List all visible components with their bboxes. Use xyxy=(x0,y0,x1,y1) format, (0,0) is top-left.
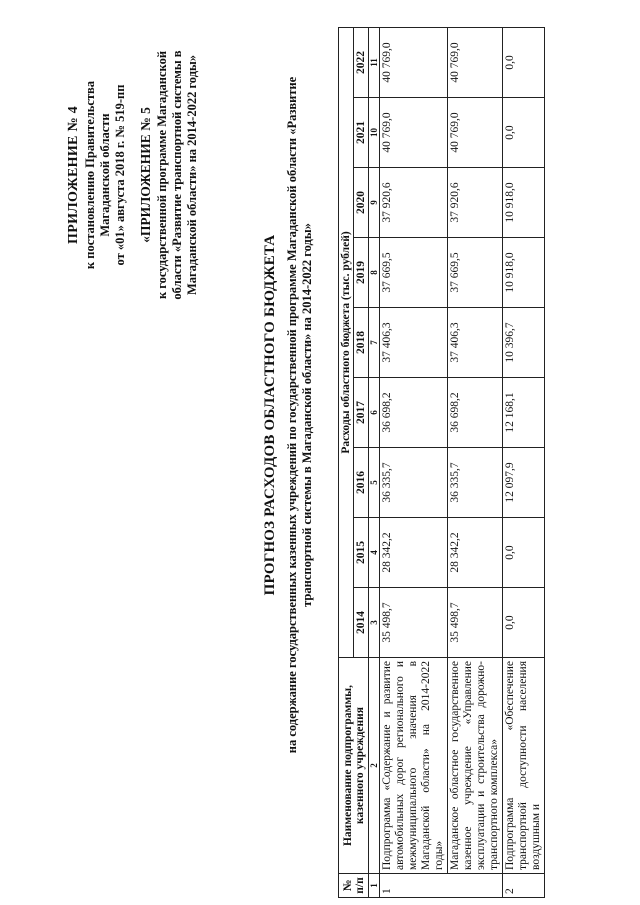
budget-table xyxy=(338,27,545,898)
row-value: 0,0 xyxy=(503,98,545,168)
row-num: 2 xyxy=(503,874,545,898)
row-value: 36 335,7 xyxy=(448,448,503,518)
table-row xyxy=(503,27,545,897)
row-value: 0,0 xyxy=(503,27,545,97)
column-index: 3 xyxy=(369,588,380,658)
row-value: 10 396,7 xyxy=(503,308,545,378)
table-row xyxy=(448,27,503,897)
header-row xyxy=(339,27,354,897)
row-value: 37 920,6 xyxy=(380,168,448,238)
row-name: Подпрограмма «Содержание и развитие автомобильных дорог регионального и межмуниципального значения в Магаданской области» на 2014-2022 годы» xyxy=(380,658,448,874)
title-sub-line: транспортной системы в Магаданской области» на 2014-2022 годы» xyxy=(300,223,314,607)
column-index: 10 xyxy=(369,98,380,168)
row-value: 37 406,3 xyxy=(448,308,503,378)
annex-4-block xyxy=(66,5,128,345)
row-value: 40 769,0 xyxy=(448,98,503,168)
annex-5-line: Магаданской области» на 2014-2022 годы» xyxy=(185,54,199,296)
column-index: 2 xyxy=(369,658,380,874)
row-value: 36 698,2 xyxy=(380,378,448,448)
row-value: 35 498,7 xyxy=(380,588,448,658)
header-year: 2018 xyxy=(354,308,369,378)
row-value: 12 168,1 xyxy=(503,378,545,448)
row-value: 28 342,2 xyxy=(380,518,448,588)
row-value: 37 669,5 xyxy=(380,238,448,308)
row-value: 35 498,7 xyxy=(448,588,503,658)
header-name: Наименование подпрограммы, казенного учреждения xyxy=(339,658,369,874)
row-value: 0,0 xyxy=(503,518,545,588)
row-value: 10 918,0 xyxy=(503,168,545,238)
row-value: 0,0 xyxy=(503,588,545,658)
annex-4-line: к постановлению Правительства xyxy=(83,80,97,270)
row-value: 36 698,2 xyxy=(448,378,503,448)
column-index: 5 xyxy=(369,448,380,518)
header-year: 2014 xyxy=(354,588,369,658)
column-index: 4 xyxy=(369,518,380,588)
header-num: № п/п xyxy=(339,874,369,898)
annex-5-heading: «ПРИЛОЖЕНИЕ № 5 xyxy=(138,107,153,243)
annex-5-line: области «Развитие транспортной системы в xyxy=(170,50,184,300)
column-index: 1 xyxy=(369,874,380,898)
title-main: ПРОГНОЗ РАСХОДОВ ОБЛАСТНОГО БЮДЖЕТА xyxy=(262,234,278,596)
row-value: 40 769,0 xyxy=(448,27,503,97)
row-value: 40 769,0 xyxy=(380,98,448,168)
row-value: 12 097,9 xyxy=(503,448,545,518)
column-index: 8 xyxy=(369,238,380,308)
row-value: 37 406,3 xyxy=(380,308,448,378)
row-value: 10 918,0 xyxy=(503,238,545,308)
column-index: 7 xyxy=(369,308,380,378)
header-year: 2022 xyxy=(354,27,369,97)
row-value: 37 669,5 xyxy=(448,238,503,308)
header-year: 2019 xyxy=(354,238,369,308)
header-year: 2015 xyxy=(354,518,369,588)
annex-5-block xyxy=(138,5,200,345)
title-sub-line: на содержание государственных казенных учреждений по государственной программе Магаданской области «Развитие xyxy=(285,76,299,754)
row-value: 36 335,7 xyxy=(380,448,448,518)
column-index: 6 xyxy=(369,378,380,448)
row-name: Подпрограмма «Обеспечение транспортной доступности населения воздушным и xyxy=(503,658,545,874)
header-year: 2017 xyxy=(354,378,369,448)
row-name: Магаданское областное государственное казенное учреждение «Управление эксплуатации и строительства дорожно-транспортного комплекса» xyxy=(448,658,503,874)
row-value: 28 342,2 xyxy=(448,518,503,588)
row-value: 40 769,0 xyxy=(380,27,448,97)
annex-5-line: к государственной программе Магаданской xyxy=(155,50,169,300)
table-row xyxy=(380,27,448,897)
row-num: 1 xyxy=(380,874,503,898)
row-value: 37 920,6 xyxy=(448,168,503,238)
header-group: Расходы областного бюджета (тыс. рублей) xyxy=(339,27,354,657)
column-index: 11 xyxy=(369,27,380,97)
annex-4-line: от «01» августа 2018 г. № 519-пп xyxy=(113,84,127,266)
header-year: 2021 xyxy=(354,98,369,168)
annex-header xyxy=(66,5,210,345)
header-year: 2016 xyxy=(354,448,369,518)
document-title xyxy=(262,45,315,785)
annex-4-heading: ПРИЛОЖЕНИЕ № 4 xyxy=(66,106,81,244)
header-year: 2020 xyxy=(354,168,369,238)
column-index-row xyxy=(369,27,380,897)
annex-4-line: Магаданской области xyxy=(98,113,112,237)
column-index: 9 xyxy=(369,168,380,238)
